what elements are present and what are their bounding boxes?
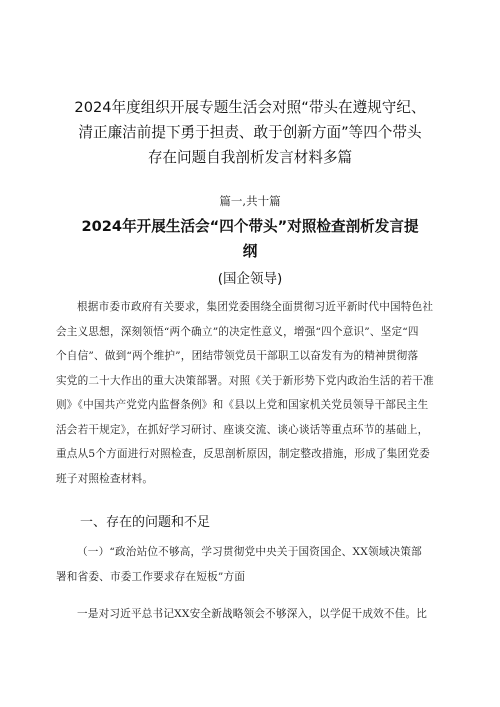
item-one-heading [56, 540, 448, 589]
paragraph-line: （一）“政治站位不够高，学习贯彻党中央关于国资国企、XX领域决策部 [77, 546, 422, 558]
paragraph-line: 根据市委市政府有关要求，集团党委围绕全面贯彻习近平新时代中国特色社 [77, 301, 434, 313]
paragraph-line: 个自信”、做到“两个维护”，团结带领党员干部职工以奋发有为的精神贯彻落 [56, 350, 419, 362]
paragraph-line: 会主义思想，深刻领悟“两个确立”的决定性意义，增强“四个意识”、坚定“四 [56, 325, 419, 338]
paragraph-line: 重点从5个方面进行对照检查，反思剖析原因，制定整改措施，形成了集团党委 [56, 448, 430, 460]
paragraph-line: 班子对照检查材料。 [56, 472, 154, 485]
paragraph-line: 一是对习近平总书记XX安全新战略领会不够深入，以学促干成效不佳。比 [77, 608, 428, 620]
article-title [60, 214, 440, 264]
paragraph-line: 则》《中国共产党党内监督条例》和《县以上党和国家机关党员领导干部民主生 [56, 399, 429, 411]
author-role: (国企领导) [217, 271, 283, 287]
article-title-line: 2024年开展生活会“四个带头”对照检查剖析发言提 [81, 218, 419, 235]
intro-paragraph [56, 295, 448, 491]
article-title-line: 纲 [242, 243, 258, 260]
paragraph-line: 活会若干规定》，在抓好学习研讨、座谈交流、谈心谈话等重点环节的基础上， [56, 423, 429, 436]
paragraph-line: 署和省委、市委工作要求存在短板”方面 [56, 570, 246, 583]
document-title-line: 清正廉洁前提下勇于担责、敢于创新方面”等四个带头 [78, 124, 422, 141]
section-heading: 一、存在的问题和不足 [80, 515, 211, 530]
document-title [60, 95, 440, 170]
chapter-label: 篇一,共十篇 [219, 194, 281, 208]
paragraph-line: 实党的二十大作出的重大决策部署。对照《关于新形势下党内政治生活的若干准 [56, 374, 434, 387]
document-title-line: 2024年度组织开展专题生活会对照“带头在遵规守纪、 [74, 99, 426, 116]
item-one-paragraph [56, 602, 448, 627]
document-title-line: 存在问题自我剖析发言材料多篇 [147, 149, 353, 166]
